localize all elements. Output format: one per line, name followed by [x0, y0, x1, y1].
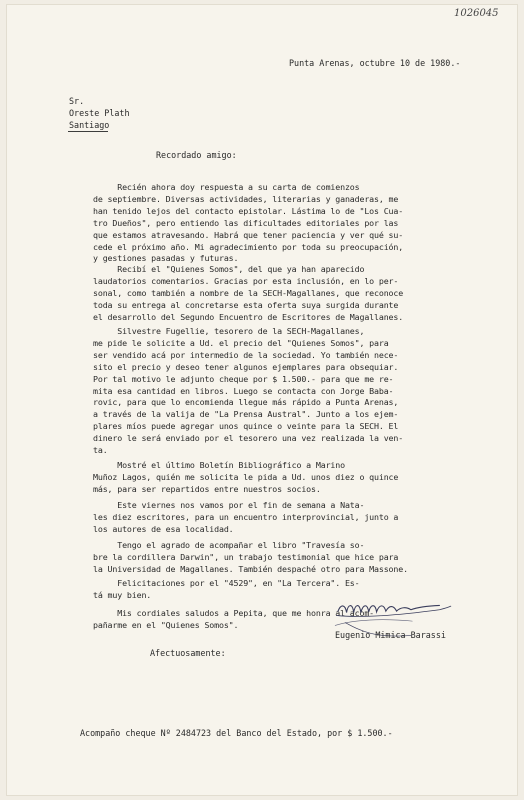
- recipient-city: Santiago: [69, 120, 110, 130]
- paragraph-line: y gestiones pasadas y futuras.: [93, 253, 239, 264]
- recipient-city-underline: [68, 131, 108, 132]
- date-line: Punta Arenas, octubre 10 de 1980.-: [289, 58, 461, 68]
- paragraph-line: mita esa cantidad en libros. Luego se contacta con Jorge Baba-: [93, 385, 394, 396]
- paragraph-5: [93, 500, 398, 536]
- paragraph-line: rovic, para que lo encomienda llegue más rápido a Punta Arenas,: [93, 397, 399, 408]
- paragraph-line: más, para ser repartidos entre nuestros socios.: [93, 483, 321, 494]
- signature-name: Eugenio Mimica Barassi: [335, 630, 446, 640]
- paragraph-line: pañarme en el "Quienes Somos".: [93, 619, 239, 630]
- paragraph-line: dinero le será enviado por el tesorero una vez realizada la ven-: [93, 433, 404, 444]
- paragraph-1: [93, 182, 403, 265]
- paragraph-line: la Universidad de Magallanes. También despaché otro para Massone.: [93, 563, 408, 574]
- paragraph-line: Silvestre Fugellie, tesorero de la SECH-Magallanes,: [93, 326, 365, 336]
- paragraph-line: Recién ahora doy respuesta a su carta de comienzos: [93, 182, 360, 192]
- paragraph-line: cede el próximo año. Mi agradecimiento por toda su preocupación,: [93, 241, 404, 252]
- paragraph-line: sonal, como también a nombre de la SECH-Magallanes, que reconoce: [93, 287, 404, 298]
- paragraph-line: Mostré el último Boletín Bibliográfico a Marino: [93, 460, 345, 470]
- greeting: Recordado amigo:: [156, 150, 237, 160]
- paragraph-line: toda su entrega al concretarse esta oferta suya surgida durante: [93, 299, 399, 310]
- paragraph-line: Recibí el "Quienes Somos", del que ya han aparecido: [93, 264, 365, 274]
- paragraph-line: a través de la valija de "La Prensa Austral". Junto a los ejem-: [93, 409, 399, 420]
- paragraph-line: el desarrollo del Segundo Encuentro de Escritores de Magallanes.: [93, 311, 404, 322]
- paragraph-line: que estamos atravesando. Habrá que tener paciencia y ver qué su-: [93, 229, 404, 240]
- paragraph-7: [93, 578, 359, 602]
- paragraph-line: Este viernes nos vamos por el fin de semana a Nata-: [93, 500, 365, 510]
- paragraph-3: [93, 326, 403, 457]
- paragraph-line: laudatorios comentarios. Gracias por esta inclusión, en lo per-: [93, 275, 399, 286]
- paragraph-line: Muñoz Lagos, quién me solicita le pida a Ud. unos diez o quince: [93, 471, 399, 482]
- paragraph-line: ser vendido acá por intermedio de la sociedad. Yo también nece-: [93, 349, 399, 360]
- paragraph-line: han tenido lejos del contacto epistolar. Lástima lo de "Los Cua-: [93, 205, 404, 216]
- paragraph-line: Felicitaciones por el "4529", en "La Tercera". Es-: [93, 578, 360, 588]
- closing: Afectuosamente:: [150, 648, 226, 658]
- paragraph-line: ta.: [93, 445, 108, 456]
- paragraph-line: Tengo el agrado de acompañar el libro "Travesía so-: [93, 540, 365, 550]
- paragraph-line: Por tal motivo le adjunto cheque por $ 1.500.- para que me re-: [93, 373, 394, 384]
- paragraph-line: bre la cordillera Darwin", un trabajo testimonial que hice para: [93, 551, 399, 562]
- recipient-name: Oreste Plath: [69, 108, 130, 118]
- archive-code: 1026045: [454, 8, 499, 19]
- recipient-title: Sr.: [69, 96, 85, 106]
- paragraph-4: [93, 460, 398, 496]
- paragraph-line: los autores de esa localidad.: [93, 523, 234, 534]
- paragraph-line: les diez escritores, para un encuentro interprovincial, junto a: [93, 511, 399, 522]
- paragraph-line: Mis cordiales saludos a Pepita, que me honra al acom-: [93, 608, 375, 618]
- paragraph-2: [93, 264, 403, 324]
- paragraph-line: sito el precio y deseo tener algunos ejemplares para obsequiar.: [93, 361, 399, 372]
- paragraph-line: me pide le solicite a Ud. el precio del "Quienes Somos", para: [93, 337, 389, 348]
- letter-page: [6, 4, 518, 796]
- paragraph-line: tro Dueños", pero entiendo las dificultades editoriales por las: [93, 217, 399, 228]
- paragraph-line: de septiembre. Diversas actividades, literarias y ganaderas, me: [93, 193, 399, 204]
- paragraph-line: plares míos puede agregar unos quince o veinte para la SECH. El: [93, 421, 399, 432]
- paragraph-line: tá muy bien.: [93, 589, 152, 600]
- postscript: Acompaño cheque Nº 2484723 del Banco del Estado, por $ 1.500.-: [80, 728, 393, 738]
- paragraph-6: [93, 540, 408, 576]
